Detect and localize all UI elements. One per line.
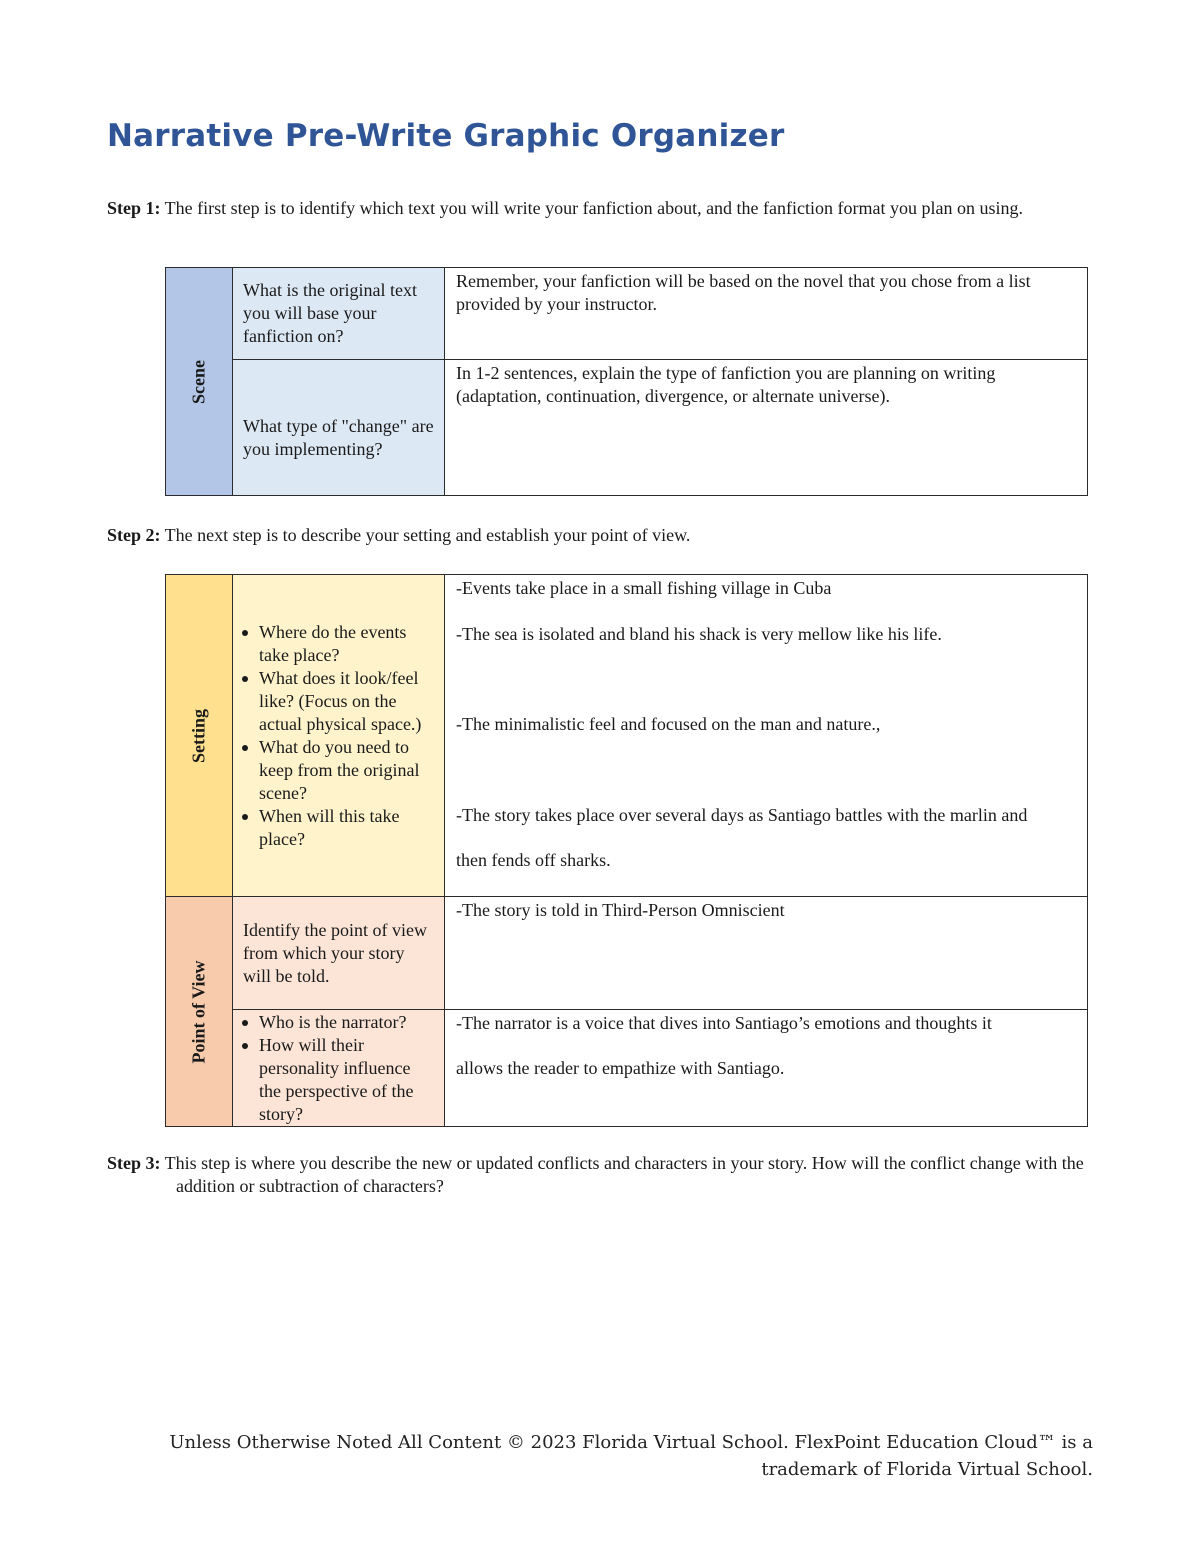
narrator-answer-line: -The narrator is a voice that dives into Santiago’s emotions and thoughts it: [456, 1013, 992, 1033]
list-item: What do you need to keep from the original scene?: [259, 736, 436, 805]
list-item: Who is the narrator?: [259, 1011, 436, 1034]
setting-answer-line: -The sea is isolated and bland his shack is very mellow like his life.: [456, 624, 942, 644]
setting-answer-line: -Events take place in a small fishing village in Cuba: [456, 578, 832, 598]
pov-label: Point of View: [188, 960, 209, 1063]
scene-table: [165, 267, 1088, 496]
page-title: Narrative Pre-Write Graphic Organizer: [107, 118, 785, 154]
step-2-instructions: [107, 524, 1136, 547]
narrator-answer: [445, 1010, 1087, 1080]
original-text-answer: Remember, your fanfiction will be based on the novel that you chose from a list provided by your instructor.: [456, 271, 1031, 314]
step-3-label: Step 3:: [107, 1153, 161, 1173]
setting-label: Setting: [188, 708, 209, 763]
pov-answer-cell[interactable]: [445, 897, 1088, 1010]
change-type-answer-cell[interactable]: [445, 360, 1088, 496]
pov-side-cell: [166, 897, 233, 1127]
original-text-answer-cell[interactable]: [445, 268, 1088, 360]
narrator-question-list: [233, 1010, 444, 1126]
pov-question: Identify the point of view from which your story will be told.: [243, 919, 427, 986]
original-text-question: What is the original text you will base your fanfiction on?: [243, 280, 417, 346]
step-1-instructions: [107, 197, 1136, 220]
list-item: What does it look/feel like? (Focus on the actual physical space.): [259, 667, 436, 736]
step-1-label: Step 1:: [107, 198, 161, 218]
setting-answer-cell[interactable]: [445, 575, 1088, 897]
scene-question-cell: [233, 360, 445, 496]
setting-answer-line: then fends off sharks.: [456, 850, 611, 870]
setting-pov-table: [165, 574, 1088, 1127]
copyright-footer: [107, 1429, 1093, 1483]
setting-answer-line: -The minimalistic feel and focused on the man and nature.,: [456, 714, 881, 734]
pov-answer: -The story is told in Third-Person Omniscient: [456, 900, 785, 920]
setting-question-cell: [233, 575, 445, 897]
footer-line: Unless Otherwise Noted All Content © 2023 Florida Virtual School. FlexPoint Education Cloud™ is a: [169, 1432, 1093, 1453]
list-item: Where do the events take place?: [259, 621, 436, 667]
change-type-answer: In 1-2 sentences, explain the type of fanfiction you are planning on writing (adaptation, continuation, divergence, or alternate universe).: [456, 363, 996, 406]
scene-label: Scene: [188, 359, 209, 404]
pov-question-cell: [233, 897, 445, 1010]
setting-side-cell: [166, 575, 233, 897]
setting-answer: [445, 575, 1087, 872]
step-2-label: Step 2:: [107, 525, 161, 545]
step-3-instructions: [107, 1152, 1136, 1198]
narrator-answer-cell[interactable]: [445, 1010, 1088, 1127]
step-1-text: The first step is to identify which text you will write your fanfiction about, and the fanfiction format you plan on using.: [160, 198, 1023, 218]
footer-line: trademark of Florida Virtual School.: [761, 1459, 1093, 1480]
list-item: When will this take place?: [259, 805, 436, 851]
scene-question-cell: [233, 268, 445, 360]
list-item: How will their personality influence the perspective of the story?: [259, 1034, 436, 1126]
setting-answer-line: -The story takes place over several days as Santiago battles with the marlin and: [456, 805, 1028, 825]
step-3-text: This step is where you describe the new or updated conflicts and characters in your story. How will the conflict change with the addition or subtraction of characters?: [160, 1153, 1084, 1196]
change-type-question: What type of "change" are you implementing?: [243, 415, 434, 459]
narrator-question-cell: [233, 1010, 445, 1127]
scene-side-cell: [166, 268, 233, 496]
setting-question-list: [233, 621, 444, 851]
narrator-answer-line: allows the reader to empathize with Santiago.: [456, 1058, 785, 1078]
step-2-text: The next step is to describe your setting and establish your point of view.: [160, 525, 691, 545]
